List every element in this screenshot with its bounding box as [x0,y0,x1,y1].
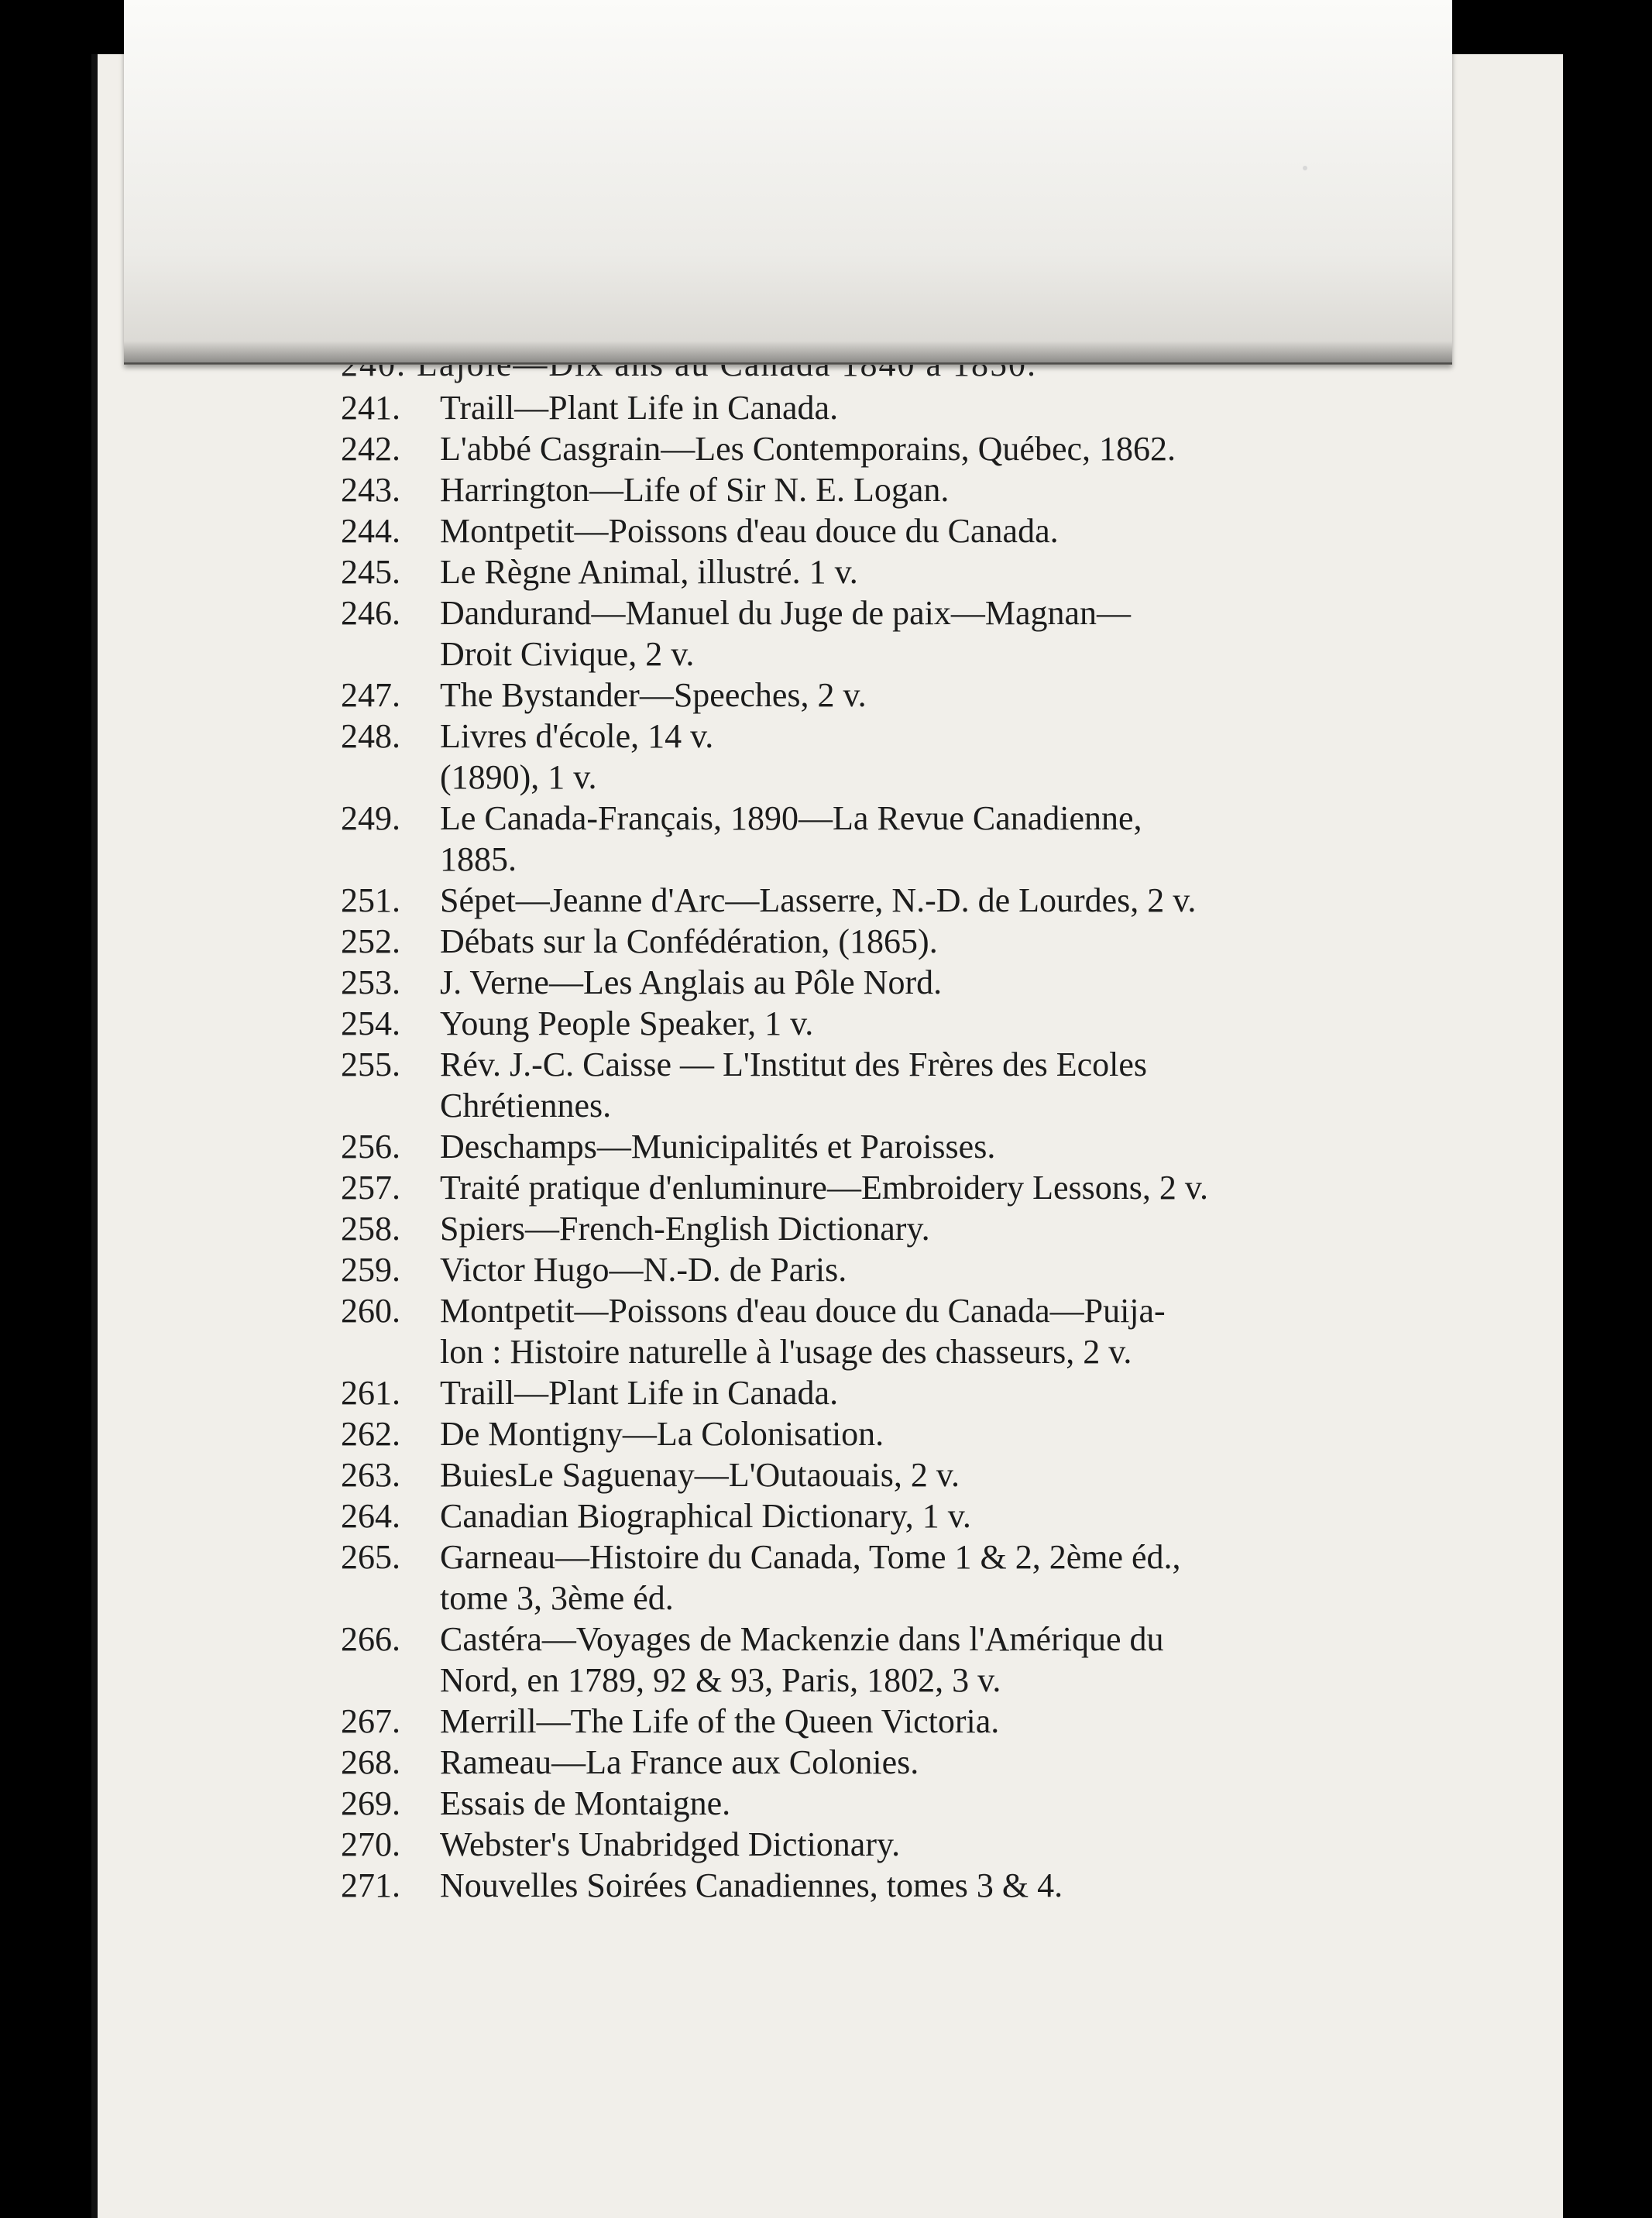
catalogue-entry [341,1495,1348,1536]
entry-text: Traill—Plant Life in Canada. [440,1374,839,1412]
entry-number: 243. [341,471,400,509]
catalogue-entry [341,1167,1348,1208]
entry-number: 266. [341,1620,400,1658]
entry-text: Victor Hugo—N.-D. de Paris. [440,1251,847,1289]
entry-text: Rév. J.-C. Caisse — L'Institut des Frères des Ecoles [440,1045,1148,1083]
catalogue-entry [341,469,1348,510]
entry-continuation: (1890), 1 v. [440,758,597,796]
entry-number: 270. [341,1825,400,1863]
entry-text: Débats sur la Confédération, (1865). [440,922,938,960]
entry-number: 265. [341,1538,400,1576]
entry-number: 252. [341,922,400,960]
entry-continuation: lon : Histoire naturelle à l'usage des chasseurs, 2 v. [440,1333,1132,1371]
entry-text: Essais de Montaigne. [440,1784,731,1822]
paper-speck [1303,166,1307,170]
catalogue-entry [341,675,1348,716]
page-edge-shadow [91,54,98,2218]
entry-number: 247. [341,676,400,714]
entry-text: Garneau—Histoire du Canada, Tome 1 & 2, 2ème éd., [440,1538,1181,1576]
catalogue-entry [341,551,1348,592]
entry-text: Montpetit—Poissons d'eau douce du Canada. [440,512,1059,550]
catalogue-entry [341,592,1348,633]
entry-text: The Bystander—Speeches, 2 v. [440,676,867,714]
catalogue-entry [341,1619,1348,1660]
catalogue-entry [341,1003,1348,1044]
entry-text: BuiesLe Saguenay—L'Outaouais, 2 v. [440,1456,960,1494]
entry-number: 257. [341,1169,400,1207]
catalogue-entry [341,1208,1348,1249]
entry-text: Le Canada-Français, 1890—La Revue Canadienne, [440,799,1142,837]
entry-text: Traill—Plant Life in Canada. [440,389,839,427]
catalogue-entry [341,1865,1348,1906]
entry-text: Rameau—La France aux Colonies. [440,1743,919,1781]
entry-text: Spiers—French-English Dictionary. [440,1210,930,1248]
entry-number: 271. [341,1866,400,1904]
entry-text: Le Règne Animal, illustré. 1 v. [440,553,858,591]
entry-number: 259. [341,1251,400,1289]
entry-text: Webster's Unabridged Dictionary. [440,1825,901,1863]
entry-text: Harrington—Life of Sir N. E. Logan. [440,471,950,509]
catalogue-entry [341,1742,1348,1783]
catalogue-entry [341,1824,1348,1865]
entry-text: Livres d'école, 14 v. [440,717,714,755]
entry-number: 249. [341,799,400,837]
entry-number: 268. [341,1743,400,1781]
entry-number: 261. [341,1374,400,1412]
entry-number: 246. [341,594,400,632]
entry-number: 241. [341,389,400,427]
catalogue-entry [341,1044,1348,1085]
catalogue-entry [341,1126,1348,1167]
entry-text: Young People Speaker, 1 v. [440,1004,814,1042]
entry-text: L'abbé Casgrain—Les Contemporains, Québec, 1862. [440,430,1176,468]
entry-number: 253. [341,963,400,1001]
entry-continuation: Nord, en 1789, 92 & 93, Paris, 1802, 3 v. [440,1661,1001,1699]
entry-number: 242. [341,430,400,468]
catalogue-entry [341,387,1348,428]
catalogue-entry [341,1372,1348,1413]
entry-number: 267. [341,1702,400,1740]
entry-number: 254. [341,1004,400,1042]
entry-text: Sépet—Jeanne d'Arc—Lasserre, N.-D. de Lourdes, 2 v. [440,881,1197,919]
entry-number: 251. [341,881,400,919]
catalogue-entry [341,428,1348,469]
entry-text: Nouvelles Soirées Canadiennes, tomes 3 & 4. [440,1866,1063,1904]
entry-text: Traité pratique d'enluminure—Embroidery Lessons, 2 v. [440,1169,1209,1207]
entry-number: 260. [341,1292,400,1330]
catalogue-entry [341,716,1348,757]
catalogue-entry [341,1783,1348,1824]
entry-continuation: Chrétiennes. [440,1087,612,1124]
catalogue-entry [341,1454,1348,1495]
overlay-slip-shadow [124,341,1452,364]
entry-number: 258. [341,1210,400,1248]
catalogue-list [341,387,1348,1906]
entry-continuation: 1885. [440,840,517,878]
catalogue-entry [341,880,1348,921]
entry-text: Deschamps—Municipalités et Paroisses. [440,1128,996,1166]
entry-number: 262. [341,1415,400,1453]
entry-number: 256. [341,1128,400,1166]
entry-text: Merrill—The Life of the Queen Victoria. [440,1702,1000,1740]
entry-number: 263. [341,1456,400,1494]
catalogue-entry [341,510,1348,551]
catalogue-entry [341,1249,1348,1290]
entry-number: 255. [341,1045,400,1083]
catalogue-entry [341,921,1348,962]
entry-text: J. Verne—Les Anglais au Pôle Nord. [440,963,943,1001]
entry-text: Dandurand—Manuel du Juge de paix—Magnan— [440,594,1132,632]
overlay-paper-slip [124,0,1452,365]
catalogue-entry [341,798,1348,839]
entry-text: Canadian Biographical Dictionary, 1 v. [440,1497,971,1535]
entry-number: 244. [341,512,400,550]
entry-text: Castéra—Voyages de Mackenzie dans l'Amérique du [440,1620,1164,1658]
entry-number: 269. [341,1784,400,1822]
entry-continuation: tome 3, 3ème éd. [440,1579,674,1617]
catalogue-entry [341,1536,1348,1578]
catalogue-entry [341,1290,1348,1331]
entry-number: 248. [341,717,400,755]
catalogue-entry [341,962,1348,1003]
entry-continuation: Droit Civique, 2 v. [440,635,695,673]
entry-number: 245. [341,553,400,591]
entry-text: De Montigny—La Colonisation. [440,1415,884,1453]
entry-number: 264. [341,1497,400,1535]
catalogue-entry [341,1701,1348,1742]
entry-text: Montpetit—Poissons d'eau douce du Canada—Puija- [440,1292,1166,1330]
catalogue-entry [341,1413,1348,1454]
